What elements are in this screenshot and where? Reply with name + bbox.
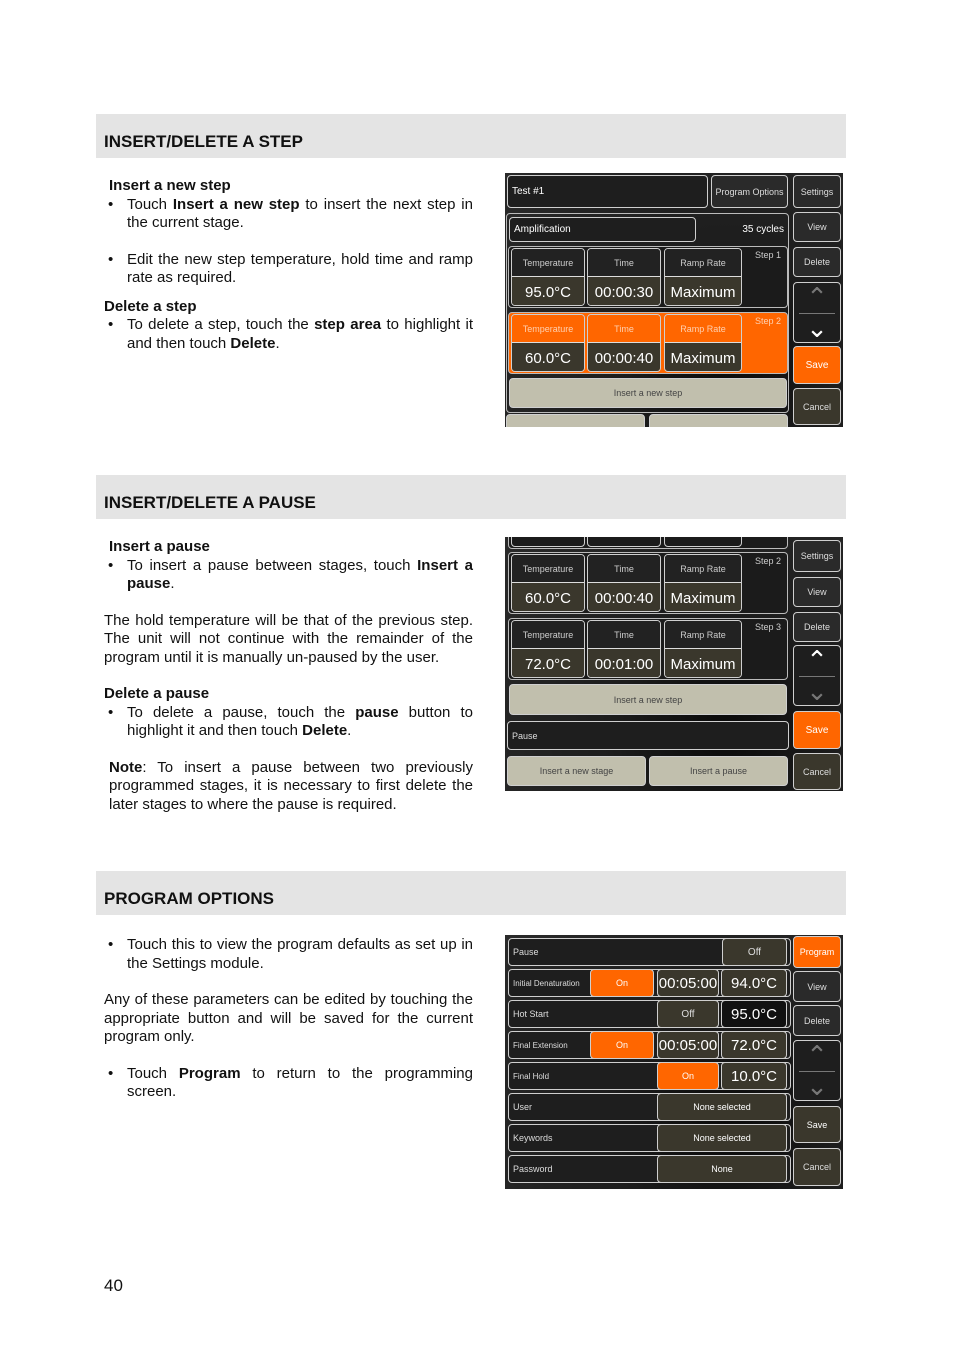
temperature-label: Temperature — [512, 249, 584, 277]
scroll-arrows — [793, 282, 841, 343]
view-button[interactable]: View — [793, 971, 841, 1002]
ramp-value[interactable]: Maximum — [665, 649, 741, 678]
program-options-screen — [505, 935, 843, 1189]
time-label: Time — [588, 555, 660, 583]
ramp-value[interactable]: Maximum — [665, 343, 741, 372]
keywords-label: Keywords — [508, 1124, 791, 1152]
insert-step-button[interactable]: Insert a new step — [509, 378, 787, 408]
ramp-label: Ramp Rate — [665, 621, 741, 649]
time-value[interactable]: 00:00:40 — [588, 343, 660, 372]
section-text — [104, 177, 473, 353]
cancel-button[interactable]: Cancel — [793, 388, 841, 425]
time-label: Time — [588, 249, 660, 277]
section-title: INSERT/DELETE A PAUSE — [104, 493, 316, 512]
user-select[interactable]: None selected — [657, 1093, 787, 1121]
view-button[interactable]: View — [793, 212, 841, 242]
final-hold-label: Final Hold — [508, 1062, 791, 1090]
time-value[interactable]: 00:01:00 — [588, 649, 660, 678]
temperature-label: Temperature — [512, 555, 584, 583]
paragraph: Any of these parameters can be edited by touching the appropriate button and will be saved for the current program only. — [104, 991, 473, 1045]
ramp-value[interactable]: Maximum — [665, 277, 741, 306]
subheading: Delete a pause — [104, 685, 210, 702]
final-extension-time[interactable]: 00:05:00 — [657, 1031, 719, 1059]
step-row[interactable] — [508, 618, 788, 680]
scroll-up-icon[interactable]: ⌃ — [806, 1040, 828, 1070]
page-number: 40 — [104, 1276, 123, 1295]
settings-button[interactable]: Settings — [793, 540, 841, 572]
section-text — [104, 538, 473, 832]
step-label: Step 1 — [754, 250, 781, 260]
bullet: • To delete a step, touch the step area to highlight it and then touch Delete. — [104, 316, 473, 353]
temperature-value[interactable]: 95.0°C — [512, 277, 584, 306]
scroll-arrows — [793, 645, 841, 706]
bullet: • To insert a pause between stages, touch Insert a pause. — [104, 557, 473, 594]
step-label: Step 3 — [754, 622, 781, 632]
insert-pause-button[interactable]: Insert a pause — [649, 756, 788, 786]
final-extension-label: Final Extension — [508, 1031, 791, 1059]
bullet: • Touch Insert a new step to insert the next step in the current stage. — [104, 196, 473, 233]
hot-start-label: Hot Start — [508, 1000, 791, 1028]
step-row-selected[interactable] — [508, 312, 788, 374]
delete-button[interactable]: Delete — [793, 247, 841, 277]
cancel-button[interactable]: Cancel — [793, 753, 841, 790]
pause-row[interactable]: Pause — [507, 721, 789, 750]
scroll-arrows — [793, 1040, 841, 1101]
step-label: Step 2 — [754, 316, 781, 326]
section-header — [96, 475, 846, 519]
temperature-value[interactable]: 72.0°C — [512, 649, 584, 678]
cancel-button[interactable]: Cancel — [793, 1148, 841, 1186]
hot-start-toggle[interactable]: Off — [657, 1000, 719, 1028]
save-button[interactable]: Save — [793, 1106, 841, 1143]
password-label: Password — [508, 1155, 791, 1183]
section-header — [96, 871, 846, 915]
section-title: PROGRAM OPTIONS — [104, 889, 275, 908]
temperature-label: Temperature — [512, 315, 584, 343]
user-label: User — [508, 1093, 791, 1121]
bullet: • Touch this to view the program defaults as set up in the Settings module. — [104, 936, 473, 973]
time-label: Time — [588, 621, 660, 649]
temperature-value[interactable]: 60.0°C — [512, 583, 584, 612]
program-title[interactable]: Test #1 — [507, 175, 708, 208]
final-hold-temp[interactable]: 10.0°C — [721, 1062, 787, 1090]
ramp-label: Ramp Rate — [665, 249, 741, 277]
pause-toggle[interactable]: Off — [722, 938, 787, 966]
bullet: • Edit the new step temperature, hold time and ramp rate as required. — [104, 251, 473, 288]
note: Note: To insert a pause between two previously programmed stages, it is necessary to first delete the later stages to where the pause is required. — [109, 758, 473, 813]
keywords-select[interactable]: None selected — [657, 1124, 787, 1152]
hot-start-temp[interactable]: 95.0°C — [721, 1000, 787, 1028]
scroll-down-icon[interactable]: ⌄ — [806, 1071, 828, 1101]
subheading: Insert a new step — [109, 177, 231, 194]
ramp-label: Ramp Rate — [665, 555, 741, 583]
time-label: Time — [588, 315, 660, 343]
scroll-down-icon[interactable]: ⌄ — [806, 676, 828, 706]
view-button[interactable]: View — [793, 577, 841, 607]
delete-button[interactable]: Delete — [793, 612, 841, 642]
insert-stage-button[interactable]: Insert a new stage — [507, 756, 646, 786]
insert-pause-button-partial[interactable] — [649, 414, 788, 427]
time-value[interactable]: 00:00:30 — [588, 277, 660, 306]
settings-button[interactable]: Settings — [793, 175, 841, 208]
bullet: • To delete a pause, touch the pause button to highlight it and then touch Delete. — [104, 704, 473, 741]
section-header — [96, 114, 846, 158]
initial-denaturation-toggle[interactable]: On — [590, 969, 654, 997]
final-hold-toggle[interactable]: On — [657, 1062, 719, 1090]
scroll-down-icon[interactable]: ⌄ — [806, 313, 828, 343]
cycle-count: 35 cycles — [742, 224, 784, 235]
stage-name[interactable]: Amplification — [509, 217, 696, 242]
temperature-value[interactable]: 60.0°C — [512, 343, 584, 372]
insert-step-button[interactable]: Insert a new step — [509, 684, 787, 715]
final-extension-temp[interactable]: 72.0°C — [721, 1031, 787, 1059]
save-button[interactable]: Save — [793, 711, 841, 749]
pause-option-label: Pause — [508, 938, 791, 966]
final-extension-toggle[interactable]: On — [590, 1031, 654, 1059]
scroll-up-icon[interactable]: ⌃ — [806, 282, 828, 312]
initial-denaturation-label: Initial Denaturation — [508, 969, 791, 997]
save-button[interactable]: Save — [793, 346, 841, 384]
delete-button[interactable]: Delete — [793, 1005, 841, 1036]
time-value[interactable]: 00:00:40 — [588, 583, 660, 612]
section-title: INSERT/DELETE A STEP — [104, 132, 303, 151]
program-button[interactable]: Program — [793, 936, 841, 968]
ramp-label: Ramp Rate — [665, 315, 741, 343]
step-screen — [505, 173, 843, 427]
initial-denaturation-time[interactable]: 00:05:00 — [657, 969, 719, 997]
paragraph: The hold temperature will be that of the previous step. The unit will not continue with the remainder of the program until it is manually un-paused by the user. — [104, 611, 473, 666]
password-field[interactable]: None — [657, 1155, 787, 1183]
subheading: Insert a pause — [109, 538, 210, 555]
step-row[interactable] — [508, 552, 788, 614]
pause-screen — [505, 537, 843, 791]
step-row[interactable] — [508, 246, 788, 308]
step-label: Step 2 — [754, 556, 781, 566]
program-options-button[interactable]: Program Options — [711, 175, 788, 208]
insert-stage-button-partial[interactable] — [506, 414, 645, 427]
step-row-partial[interactable] — [508, 537, 788, 549]
ramp-value[interactable]: Maximum — [665, 583, 741, 612]
scroll-up-icon[interactable]: ⌃ — [806, 645, 828, 675]
initial-denaturation-temp[interactable]: 94.0°C — [721, 969, 787, 997]
section-text — [104, 936, 473, 1102]
bullet: • Touch Program to return to the programming screen. — [104, 1065, 473, 1102]
subheading: Delete a step — [104, 297, 197, 315]
temperature-label: Temperature — [512, 621, 584, 649]
